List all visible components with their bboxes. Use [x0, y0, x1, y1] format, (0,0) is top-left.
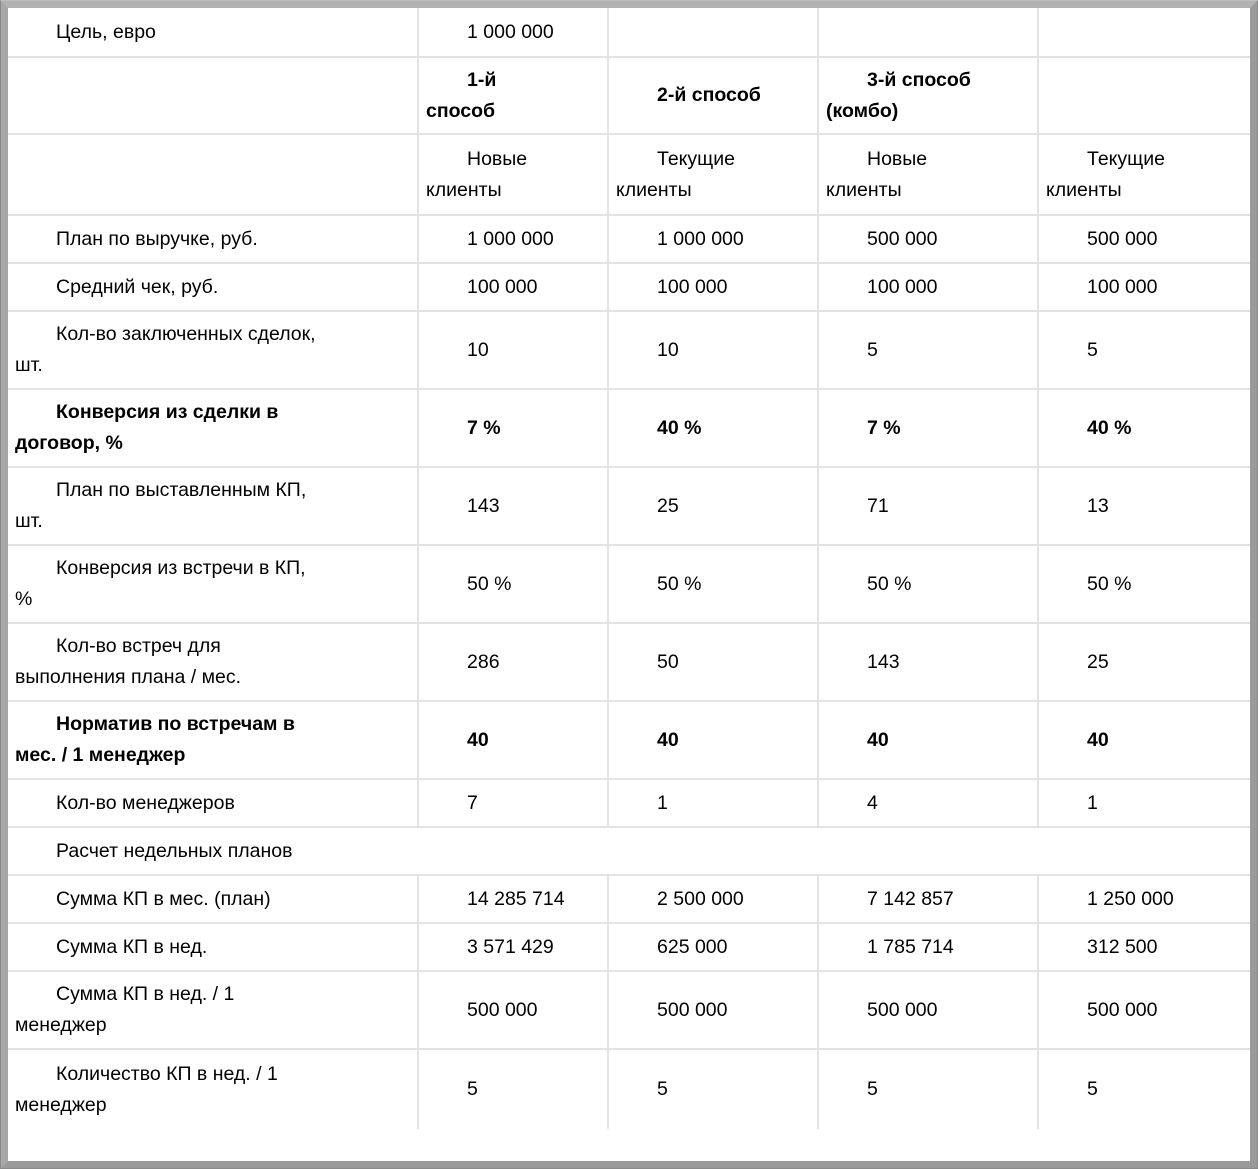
- cell-value: 500 000: [867, 998, 938, 1021]
- client-1-line2: клиенты: [426, 178, 502, 201]
- value-cell: [608, 623, 818, 701]
- cell-value: 7: [467, 791, 478, 814]
- row-label: План по выставленным КП,: [56, 479, 307, 501]
- value-cell: [818, 263, 1038, 311]
- value-cell: [608, 779, 818, 827]
- cell-value: 40 %: [1087, 416, 1132, 439]
- value-cell: [818, 875, 1038, 923]
- value-cell: [418, 971, 608, 1049]
- method-header-cell: [418, 57, 608, 134]
- cell-value: 5: [867, 1078, 878, 1100]
- value-cell: [1038, 311, 1250, 389]
- sales-plan-table: [8, 8, 1250, 1129]
- goal-value-cell: [418, 8, 608, 57]
- cell-value: 2 500 000: [657, 887, 744, 910]
- row-label-line2: %: [15, 588, 33, 610]
- row-revenue-plan: [8, 215, 1250, 263]
- row-label: Норматив по встречам в: [56, 713, 295, 735]
- cell-value: 7 142 857: [867, 887, 954, 910]
- row-proposals-plan: [8, 467, 1250, 545]
- cell-value: 5: [467, 1078, 478, 1100]
- value-cell: [818, 701, 1038, 779]
- goal-label-cell: [8, 8, 418, 57]
- value-cell: [608, 311, 818, 389]
- cell-value: 312 500: [1087, 935, 1158, 958]
- row-label: План по выручке, руб.: [56, 227, 258, 250]
- client-3-line2: клиенты: [826, 178, 902, 201]
- value-cell: [418, 389, 608, 467]
- value-cell: [418, 701, 608, 779]
- value-cell: [1038, 971, 1250, 1049]
- cell-value: 50 %: [657, 572, 702, 595]
- cell-value: 100 000: [467, 275, 538, 298]
- row-label-line2: договор, %: [15, 432, 123, 454]
- client-2-line2: клиенты: [616, 178, 692, 201]
- cell-value: 13: [1087, 494, 1109, 517]
- value-cell: [818, 215, 1038, 263]
- value-cell: [608, 1049, 818, 1129]
- row-label: Сумма КП в мес. (план): [56, 887, 271, 910]
- row-label: Конверсия из сделки в: [56, 401, 279, 423]
- value-cell: [608, 389, 818, 467]
- cell-value: 1 000 000: [657, 227, 744, 250]
- cell-value: 3 571 429: [467, 935, 554, 958]
- cell-value: 500 000: [1087, 227, 1158, 250]
- row-section-weekly-plans: [8, 827, 1250, 875]
- cell-value: 500 000: [867, 227, 938, 250]
- method-1-line2: способ: [426, 99, 496, 122]
- client-2-line1: Текущие: [657, 147, 735, 170]
- row-label-line2: мес. / 1 менеджер: [15, 744, 186, 766]
- row-label-line2: менеджер: [15, 1093, 107, 1116]
- cell-value: 50 %: [467, 572, 512, 595]
- value-cell: [418, 467, 608, 545]
- row-label-cell: [8, 467, 418, 545]
- value-cell: [818, 311, 1038, 389]
- cell-value: 286: [467, 650, 500, 673]
- method-header-cell: [818, 57, 1038, 134]
- value-cell: [1038, 1049, 1250, 1129]
- row-goal: [8, 8, 1250, 57]
- value-cell: [418, 263, 608, 311]
- row-label: Количество КП в нед. / 1: [56, 1062, 278, 1085]
- cell-value: 71: [867, 494, 889, 517]
- row-meeting-to-proposal-conversion: [8, 545, 1250, 623]
- cell-value: 500 000: [467, 998, 538, 1021]
- empty-cell: [608, 8, 818, 57]
- value-cell: [818, 779, 1038, 827]
- row-label: Конверсия из встречи в КП,: [56, 557, 306, 579]
- section-header-cell: [8, 827, 1250, 875]
- row-proposal-count-week-per-manager: [8, 1049, 1250, 1129]
- value-cell: [818, 923, 1038, 971]
- row-label-cell: [8, 623, 418, 701]
- value-cell: [418, 623, 608, 701]
- cell-value: 5: [1087, 338, 1098, 361]
- cell-value: 50: [657, 650, 679, 673]
- cell-value: 4: [867, 791, 878, 814]
- row-label: Кол-во менеджеров: [56, 791, 235, 814]
- cell-value: 625 000: [657, 935, 728, 958]
- cell-value: 7 %: [467, 416, 501, 439]
- row-managers-count: [8, 779, 1250, 827]
- cell-value: 14 285 714: [467, 887, 565, 910]
- client-4-line1: Текущие: [1087, 147, 1165, 170]
- value-cell: [608, 545, 818, 623]
- value-cell: [418, 923, 608, 971]
- value-cell: [418, 311, 608, 389]
- row-label-line2: шт.: [15, 510, 43, 532]
- row-label: Средний чек, руб.: [56, 275, 219, 298]
- cell-value: 1: [657, 791, 668, 814]
- cell-value: 500 000: [657, 998, 728, 1021]
- row-proposal-sum-month: [8, 875, 1250, 923]
- row-average-check: [8, 263, 1250, 311]
- method-header-cell: [608, 57, 818, 134]
- cell-value: 40: [1087, 728, 1109, 751]
- method-2-line1: 2-й способ: [657, 84, 761, 106]
- value-cell: [1038, 875, 1250, 923]
- value-cell: [818, 971, 1038, 1049]
- value-cell: [1038, 923, 1250, 971]
- value-cell: [1038, 467, 1250, 545]
- cell-value: 40: [867, 728, 889, 751]
- value-cell: [418, 875, 608, 923]
- cell-value: 25: [657, 494, 679, 517]
- method-3-line2: (комбо): [826, 99, 899, 122]
- row-label-cell: [8, 311, 418, 389]
- empty-cell: [818, 8, 1038, 57]
- cell-value: 50 %: [1087, 572, 1132, 595]
- row-label-cell: [8, 1049, 418, 1129]
- client-header-cell: [418, 134, 608, 215]
- value-cell: [1038, 263, 1250, 311]
- value-cell: [1038, 215, 1250, 263]
- cell-value: 5: [657, 1078, 668, 1100]
- row-deals-count: [8, 311, 1250, 389]
- row-meetings-norm: [8, 701, 1250, 779]
- cell-value: 5: [867, 338, 878, 361]
- value-cell: [1038, 623, 1250, 701]
- cell-value: 40: [467, 728, 489, 751]
- row-deal-to-contract-conversion: [8, 389, 1250, 467]
- client-4-line2: клиенты: [1046, 178, 1122, 201]
- value-cell: [1038, 545, 1250, 623]
- row-label: Кол-во заключенных сделок,: [56, 323, 316, 345]
- cell-value: 10: [467, 338, 489, 361]
- cell-value: 40 %: [657, 416, 702, 439]
- value-cell: [1038, 701, 1250, 779]
- value-cell: [418, 545, 608, 623]
- client-header-cell: [1038, 134, 1250, 215]
- value-cell: [418, 1049, 608, 1129]
- value-cell: [818, 467, 1038, 545]
- cell-value: 50 %: [867, 572, 912, 595]
- cell-value: 1 250 000: [1087, 887, 1174, 910]
- value-cell: [818, 623, 1038, 701]
- row-label-cell: [8, 545, 418, 623]
- row-label-cell: [8, 923, 418, 971]
- row-proposal-sum-week: [8, 923, 1250, 971]
- row-label-line2: выполнения плана / мес.: [15, 666, 242, 688]
- row-label-line2: менеджер: [15, 1014, 107, 1036]
- value-cell: [818, 545, 1038, 623]
- cell-value: 100 000: [867, 275, 938, 298]
- row-label: Сумма КП в нед.: [56, 935, 208, 958]
- row-label: Сумма КП в нед. / 1: [56, 983, 235, 1005]
- row-label: Кол-во встреч для: [56, 635, 221, 657]
- value-cell: [818, 1049, 1038, 1129]
- value-cell: [818, 389, 1038, 467]
- cell-value: 1 785 714: [867, 935, 954, 958]
- value-cell: [608, 263, 818, 311]
- cell-value: 10: [657, 338, 679, 361]
- cell-value: 500 000: [1087, 998, 1158, 1021]
- row-label-line2: шт.: [15, 354, 43, 376]
- value-cell: [418, 779, 608, 827]
- empty-cell: [8, 57, 418, 134]
- cell-value: 143: [867, 650, 900, 673]
- row-label-cell: [8, 701, 418, 779]
- empty-cell: [1038, 57, 1250, 134]
- goal-label: Цель, евро: [56, 20, 156, 43]
- empty-cell: [1038, 8, 1250, 57]
- row-client-headers: [8, 134, 1250, 215]
- value-cell: [608, 701, 818, 779]
- cell-value: 1 000 000: [467, 227, 554, 250]
- cell-value: 100 000: [657, 275, 728, 298]
- cell-value: 143: [467, 494, 500, 517]
- empty-cell: [8, 134, 418, 215]
- value-cell: [608, 467, 818, 545]
- value-cell: [608, 971, 818, 1049]
- row-label-cell: [8, 875, 418, 923]
- cell-value: 7 %: [867, 416, 901, 439]
- table-frame: [1, 1, 1257, 1168]
- cell-value: 1: [1087, 791, 1098, 814]
- cell-value: 25: [1087, 650, 1109, 673]
- value-cell: [1038, 389, 1250, 467]
- section-header-label: Расчет недельных планов: [56, 839, 293, 862]
- row-label-cell: [8, 263, 418, 311]
- cell-value: 5: [1087, 1078, 1098, 1100]
- value-cell: [418, 215, 608, 263]
- row-meetings-count: [8, 623, 1250, 701]
- method-3-line1: 3-й способ: [867, 68, 971, 91]
- row-label-cell: [8, 215, 418, 263]
- value-cell: [608, 215, 818, 263]
- value-cell: [608, 875, 818, 923]
- row-label-cell: [8, 779, 418, 827]
- client-1-line1: Новые: [467, 147, 528, 170]
- cell-value: 100 000: [1087, 275, 1158, 298]
- method-1-line1: 1-й: [467, 68, 497, 91]
- value-cell: [608, 923, 818, 971]
- client-3-line1: Новые: [867, 147, 928, 170]
- row-method-headers: [8, 57, 1250, 134]
- value-cell: [1038, 779, 1250, 827]
- goal-value: 1 000 000: [467, 20, 554, 43]
- client-header-cell: [608, 134, 818, 215]
- row-proposal-sum-week-per-manager: [8, 971, 1250, 1049]
- row-label-cell: [8, 971, 418, 1049]
- cell-value: 40: [657, 728, 679, 751]
- client-header-cell: [818, 134, 1038, 215]
- row-label-cell: [8, 389, 418, 467]
